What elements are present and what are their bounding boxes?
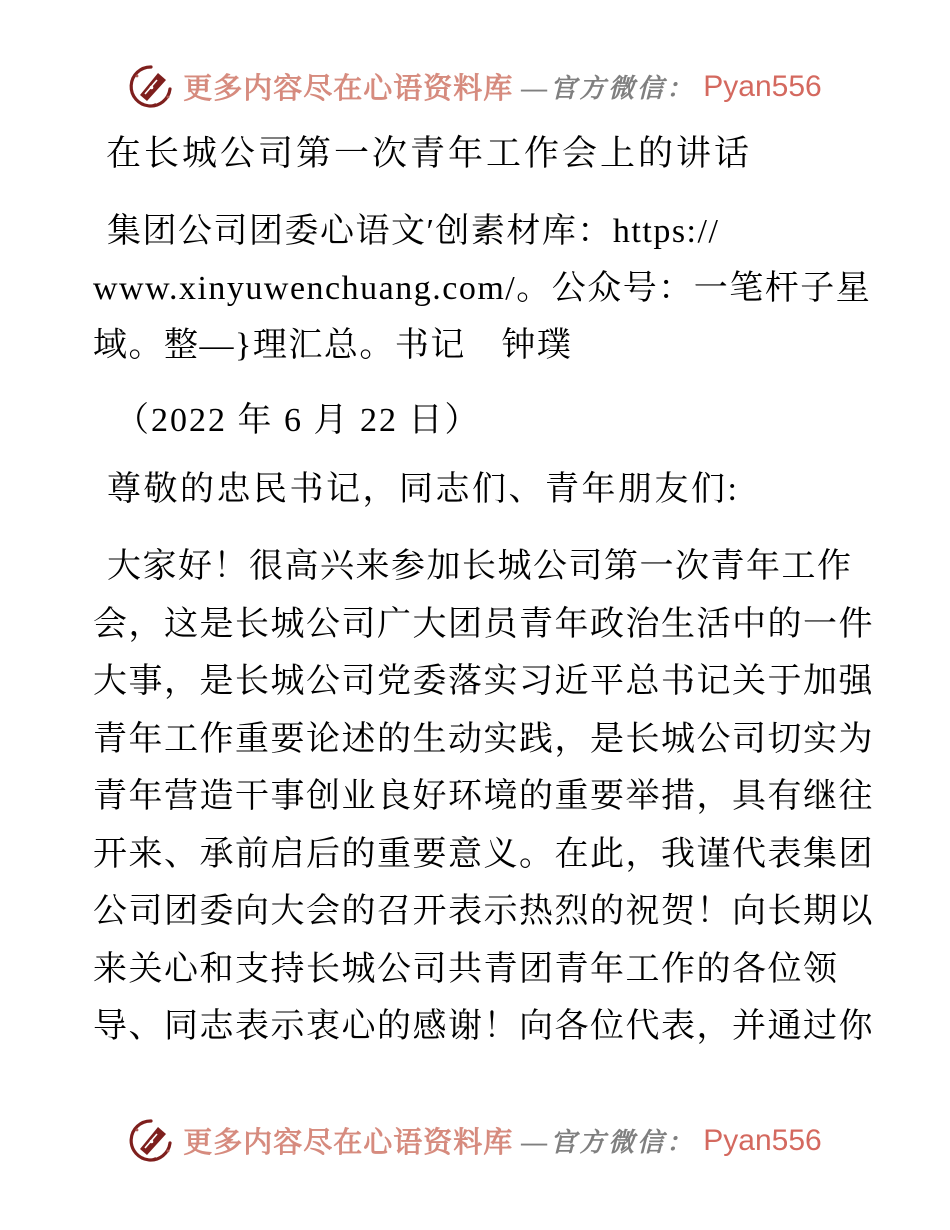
body-line: 青年营造干事创业良好环境的重要举措，具有继往	[93, 778, 874, 815]
watermark-wechat-id: Pyan556	[703, 1123, 822, 1157]
watermark-text: 更多内容尽在心语资料库	[183, 73, 514, 105]
document-title: 在长城公司第一次青年工作会上的讲话	[106, 134, 753, 173]
date-paragraph	[93, 392, 872, 449]
greeting-line: 尊敬的忠民书记，同志们、青年朋友们:	[107, 471, 740, 508]
source-paragraph	[93, 203, 872, 374]
pen-in-circle-icon	[128, 1118, 175, 1163]
body-line: 会，这是长城公司广大团员青年政治生活中的一件	[93, 605, 874, 643]
body-line: 开来、承前启后的重要意义。在此，我谨代表集团	[93, 835, 874, 873]
source-line: 域。整—}理汇总。书记 钟璞	[93, 327, 573, 364]
greeting-paragraph	[93, 461, 872, 518]
body-line: 大家好！很高兴来参加长城公司第一次青年工作	[107, 548, 853, 585]
source-line: www.xinyuwenchuang.com/。公众号：一笔杆子星	[93, 270, 872, 307]
body-paragraph	[93, 538, 872, 1056]
body-line: 来关心和支持长城公司共青团青年工作的各位领	[93, 950, 839, 988]
watermark-header	[0, 0, 950, 109]
body-line: 大事，是长城公司党委落实习近平总书记关于加强	[93, 663, 874, 700]
document-content	[0, 131, 950, 1056]
body-line: 公司团委向大会的召开表示热烈的祝贺！向长期以	[93, 893, 874, 930]
watermark-wechat-label: —官方微信：	[521, 1128, 696, 1157]
watermark-wechat-label: —官方微信：	[521, 74, 696, 103]
date-line: （2022 年 6 月 22 日）	[115, 402, 481, 439]
watermark-text: 更多内容尽在心语资料库	[183, 1127, 514, 1159]
source-line: 集团公司团委心语文′创素材库：https://	[107, 213, 720, 250]
body-line: 青年工作重要论述的生动实践，是长城公司切实为	[93, 720, 874, 758]
pen-in-circle-icon	[128, 64, 175, 109]
watermark-wechat-id: Pyan556	[703, 69, 822, 103]
body-line: 导、同志表示衷心的感谢！向各位代表，并通过你	[93, 1008, 874, 1045]
watermark-footer	[0, 1118, 950, 1163]
